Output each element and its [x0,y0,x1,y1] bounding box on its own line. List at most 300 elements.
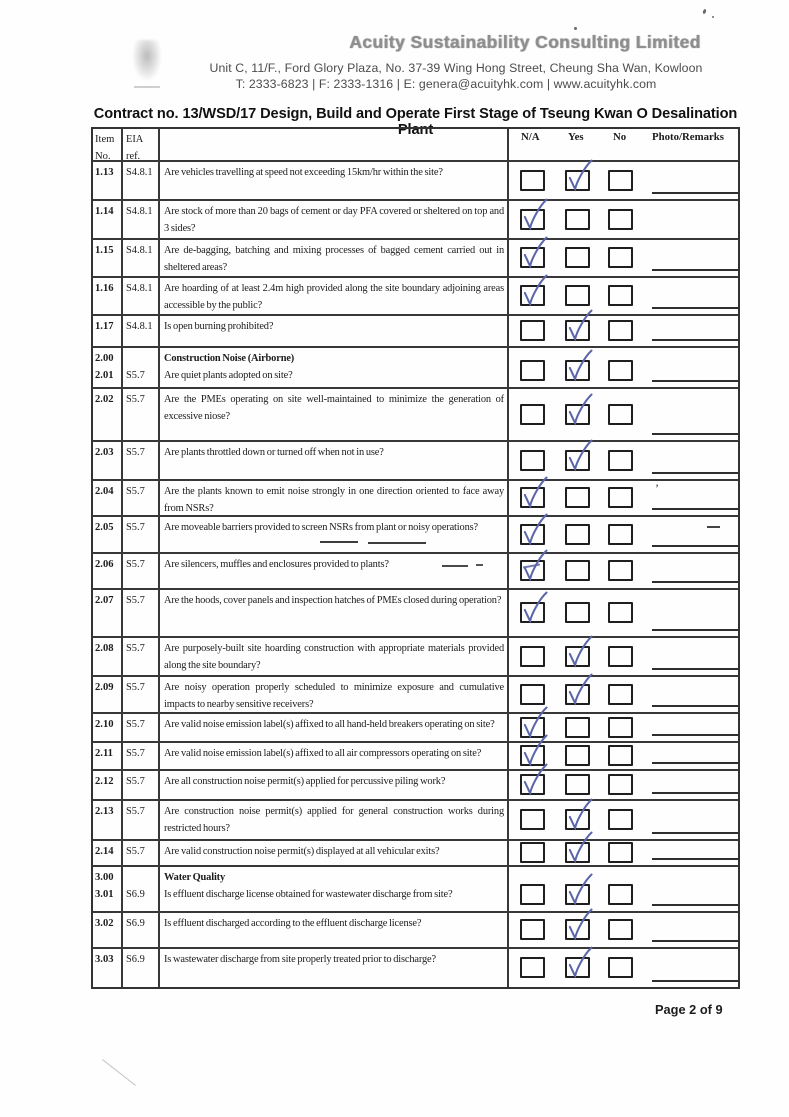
eia-ref-cell [123,590,160,636]
no-checkbox[interactable] [608,560,633,581]
checks-cell [509,841,738,865]
scan-speck [574,27,577,30]
yes-checkbox[interactable] [565,285,590,306]
question-cell [160,949,509,987]
check-mark-icon [520,197,549,233]
checklist-row [93,517,738,554]
question-text: Are the plants known to emit noise strongly in one direction oriented to face away from NSRs? [164,486,504,514]
item-no-cell [93,949,123,987]
eia-ref: S6.9 [126,918,145,929]
question-cell [160,554,509,588]
question-cell [160,743,509,769]
item-number: 2.08 [95,643,114,654]
yes-checkbox[interactable] [565,247,590,268]
eia-ref-cell [123,442,160,479]
item-number: 2.13 [95,806,114,817]
eia-ref: S4.8.1 [126,321,153,332]
eia-ref: S5.7 [126,806,145,817]
no-checkbox[interactable] [608,320,633,341]
checks-cell [509,278,738,314]
no-checkbox[interactable] [608,957,633,978]
item-number: 2.10 [95,719,114,730]
item-no-cell [93,638,123,675]
checklist-row [93,771,738,801]
no-checkbox[interactable] [608,602,633,623]
item-no-cell [93,714,123,741]
checklist-row [93,867,738,913]
question-text: Are silencers, muffles and enclosures provided to plants? [164,559,389,570]
no-checkbox[interactable] [608,717,633,738]
item-no-cell [93,162,123,199]
item-number: 2.05 [95,522,114,533]
remarks-line [652,629,738,631]
yes-checkbox[interactable] [565,884,590,905]
checks-cell [509,590,738,636]
eia-ref-cell [123,677,160,712]
question-cell [160,201,509,238]
pen-mark: ’ [655,481,659,495]
scan-speck [712,16,714,18]
eia-ref-cell [123,638,160,675]
question-cell [160,771,509,799]
item-number: 2.11 [95,748,113,759]
checklist-row [93,638,738,677]
item-no-cell [93,240,123,276]
question-text: Are moveable barriers provided to screen NSRs from plant or noisy operations? [164,522,478,533]
question-cell [160,162,509,199]
check-mark-icon [520,475,549,511]
checks-cell [509,517,738,552]
check-mark-icon [565,348,594,384]
item-number: 2.01 [95,370,114,381]
question-cell [160,590,509,636]
section-title: Construction Noise (Airborne) [164,353,295,364]
checklist-row [93,913,738,949]
eia-ref-header-label: EIA ref. [126,134,143,162]
item-number: 2.06 [95,559,114,570]
yes-checkbox[interactable] [565,646,590,667]
question-cell [160,677,509,712]
item-number: 1.17 [95,321,114,332]
item-no-cell [93,677,123,712]
eia-ref: S4.8.1 [126,245,153,256]
remarks-line [652,792,738,794]
pen-mark [476,564,483,566]
checks-cell [509,162,738,199]
item-no-cell [93,771,123,799]
check-mark-icon [565,830,594,866]
eia-ref: S5.7 [126,748,145,759]
item-number: 2.09 [95,682,114,693]
question-text: Are de-bagging, batching and mixing processes of bagged cement carried out in sheltered areas? [164,245,504,273]
document-title: Contract no. 13/WSD/17 Design, Build and Operate First Stage of Tseung Kwan O Desalination Plant [93,106,738,138]
remarks-line [652,269,738,271]
eia-ref-blank [126,869,157,886]
na-checkbox[interactable] [520,524,545,545]
checklist-row [93,316,738,348]
checks-cell [509,316,738,346]
question-text: Are stock of more than 20 bags of cement or day PFA covered or sheltered on top and 3 sides? [164,206,504,234]
remarks-line [652,508,738,510]
checklist-row [93,743,738,771]
na-checkbox[interactable] [520,809,545,830]
item-number: 2.00 [95,353,114,364]
yes-checkbox[interactable] [565,524,590,545]
item-no-header [93,129,123,160]
check-mark-icon [520,762,549,798]
eia-ref-cell [123,240,160,276]
pen-mark [442,565,468,567]
eia-ref-cell [123,771,160,799]
yes-checkbox[interactable] [565,404,590,425]
item-number: 2.04 [95,486,114,497]
item-no-cell [93,201,123,238]
checklist-table [91,127,740,989]
item-number: 2.07 [95,595,114,606]
checklist-row [93,201,738,240]
checklist-row [93,949,738,987]
item-number: 2.02 [95,394,114,405]
na-checkbox[interactable] [520,957,545,978]
remarks-line [652,307,738,309]
remarks-line [652,734,738,736]
item-no-cell [93,278,123,314]
question-cell [160,867,509,911]
eia-ref: S4.8.1 [126,167,153,178]
no-checkbox[interactable] [608,360,633,381]
na-checkbox[interactable] [520,450,545,471]
check-mark-icon [565,634,594,670]
item-number: 3.02 [95,918,114,929]
item-number: 1.16 [95,283,114,294]
no-checkbox[interactable] [608,524,633,545]
checklist-row [93,278,738,316]
yes-checkbox[interactable] [565,717,590,738]
eia-ref: S5.7 [126,370,145,381]
eia-ref-cell [123,316,160,346]
na-checkbox[interactable] [520,684,545,705]
checks-cell [509,638,738,675]
checks-cell [509,481,738,515]
eia-ref-header [123,129,160,160]
check-mark-icon [565,438,594,474]
question-text: Are purposely-built site hoarding construction with appropriate materials provided along the site boundary? [164,643,504,671]
yes-checkbox[interactable] [565,745,590,766]
eia-ref-cell [123,949,160,987]
checks-cell [509,389,738,440]
check-mark-icon [520,512,549,548]
company-name: Acuity Sustainability Consulting Limited [349,32,701,52]
check-mark-icon [520,273,549,309]
eia-ref: S5.7 [126,394,145,405]
question-header [160,129,509,160]
eia-ref-blank [126,350,157,367]
remarks-line [652,940,738,942]
question-cell [160,801,509,839]
scan-artifact [134,86,160,88]
yes-column-label: Yes [568,131,584,143]
check-mark-icon [520,590,549,626]
yes-checkbox[interactable] [565,602,590,623]
checklist-row [93,389,738,442]
check-mark-icon [565,797,594,833]
check-mark-icon [565,392,594,428]
no-checkbox[interactable] [608,684,633,705]
question-text: Are all construction noise permit(s) applied for percussive piling work? [164,776,446,787]
item-no-cell [93,389,123,440]
item-no-cell [93,348,123,387]
pen-mark [707,526,720,528]
item-no-cell [93,481,123,515]
na-checkbox[interactable] [520,560,545,581]
na-checkbox[interactable] [520,360,545,381]
remarks-line [652,832,738,834]
eia-ref-cell [123,554,160,588]
item-number: 3.03 [95,954,114,965]
item-no-cell [93,590,123,636]
na-checkbox[interactable] [520,209,545,230]
checks-cell [509,554,738,588]
scan-artifact [102,1059,136,1086]
question-cell [160,389,509,440]
na-checkbox[interactable] [520,320,545,341]
item-no-cell [93,442,123,479]
yes-checkbox[interactable] [565,684,590,705]
eia-ref: S5.7 [126,559,145,570]
remarks-line [652,762,738,764]
no-checkbox[interactable] [608,745,633,766]
no-checkbox[interactable] [608,774,633,795]
item-no-cell [93,743,123,769]
remarks-line [652,668,738,670]
eia-ref-cell [123,348,160,387]
yes-checkbox[interactable] [565,919,590,940]
company-address: Unit C, 11/F., Ford Glory Plaza, No. 37-39 Wing Hong Street, Cheung Sha Wan, Kowloon [209,61,703,75]
yes-checkbox[interactable] [565,450,590,471]
yes-checkbox[interactable] [565,170,590,191]
eia-ref: S4.8.1 [126,283,153,294]
question-text: Are the PMEs operating on site well-maintained to minimize the generation of excessive niose? [164,394,504,422]
eia-ref: S6.9 [126,889,145,900]
section-title: Water Quality [164,872,226,883]
no-checkbox[interactable] [608,842,633,863]
eia-ref-cell [123,743,160,769]
item-header-line2: No. [95,151,111,162]
remarks-line [652,858,738,860]
na-checkbox[interactable] [520,404,545,425]
table-header-row [93,129,738,162]
question-text: Are quiet plants adopted on site? [164,370,293,381]
remarks-line [652,545,738,547]
na-checkbox[interactable] [520,247,545,268]
remarks-line [652,472,738,474]
checks-cell [509,771,738,799]
checks-header [509,129,738,160]
remarks-line [652,904,738,906]
page-number: Page 2 of 9 [655,1002,723,1017]
question-text: Is wastewater discharge from site properly treated prior to discharge? [164,954,436,965]
checks-cell [509,801,738,839]
checklist-row [93,162,738,201]
question-cell [160,841,509,865]
checklist-row [93,590,738,638]
remarks-column-label: Photo/Remarks [652,131,724,143]
question-cell [160,517,509,552]
yes-checkbox[interactable] [565,360,590,381]
item-number: 1.14 [95,206,114,217]
na-checkbox[interactable] [520,170,545,191]
question-text: Are hoarding of at least 2.4m high provided along the site boundary adjoining areas accessible by the public? [164,283,504,311]
no-checkbox[interactable] [608,646,633,667]
remarks-line [652,192,738,194]
item-no-cell [93,316,123,346]
check-mark-icon [565,158,594,194]
item-number: 3.01 [95,889,114,900]
question-text: Are valid noise emission label(s) affixed to all hand-held breakers operating on site? [164,719,495,730]
eia-ref-cell [123,913,160,947]
checklist-row [93,348,738,389]
no-checkbox[interactable] [608,170,633,191]
question-text: Are vehicles travelling at speed not exceeding 15km/hr within the site? [164,167,443,178]
remarks-line [652,380,738,382]
eia-ref: S5.7 [126,595,145,606]
na-checkbox[interactable] [520,774,545,795]
na-checkbox[interactable] [520,602,545,623]
yes-checkbox[interactable] [565,560,590,581]
item-no-cell [93,913,123,947]
eia-ref: S4.8.1 [126,206,153,217]
eia-ref-cell [123,201,160,238]
eia-ref: S5.7 [126,682,145,693]
na-checkbox[interactable] [520,919,545,940]
no-checkbox[interactable] [608,809,633,830]
eia-ref-cell [123,714,160,741]
question-text: Is open burning prohibited? [164,321,274,332]
yes-checkbox[interactable] [565,209,590,230]
checklist-row [93,240,738,278]
yes-checkbox[interactable] [565,487,590,508]
question-text: Are valid noise emission label(s) affixed to all air compressors operating on site? [164,748,482,759]
no-checkbox[interactable] [608,209,633,230]
question-cell [160,240,509,276]
pen-mark [320,541,358,543]
question-cell [160,913,509,947]
eia-ref: S5.7 [126,486,145,497]
no-checkbox[interactable] [608,450,633,471]
eia-ref: S5.7 [126,643,145,654]
checks-cell [509,442,738,479]
remarks-line [652,980,738,982]
no-checkbox[interactable] [608,285,633,306]
eia-ref-cell [123,841,160,865]
na-checkbox[interactable] [520,646,545,667]
remarks-line [652,339,738,341]
question-cell [160,481,509,515]
eia-ref: S5.7 [126,846,145,857]
question-text: Are valid construction noise permit(s) displayed at all vehicular exits? [164,846,440,857]
eia-ref-cell [123,278,160,314]
item-number: 2.03 [95,447,114,458]
item-no-cell [93,801,123,839]
no-checkbox[interactable] [608,884,633,905]
question-text: Are construction noise permit(s) applied for general construction works during restricted hours? [164,806,504,834]
eia-ref-cell [123,481,160,515]
checklist-row [93,801,738,841]
question-cell [160,278,509,314]
na-checkbox[interactable] [520,842,545,863]
check-mark-icon [565,945,594,981]
item-number: 3.00 [95,872,114,883]
check-mark-icon [565,872,594,908]
question-cell [160,442,509,479]
eia-ref-cell [123,389,160,440]
checklist-row [93,554,738,590]
item-number: 2.12 [95,776,114,787]
item-no-cell [93,841,123,865]
eia-ref-cell [123,867,160,911]
question-text: Are noisy operation properly scheduled to minimize exposure and cumulative impacts to nearby sensitive receivers? [164,682,504,710]
yes-checkbox[interactable] [565,320,590,341]
checklist-row [93,677,738,714]
scan-speck [702,9,707,15]
remarks-line [652,433,738,435]
item-number: 1.13 [95,167,114,178]
checks-cell [509,348,738,387]
eia-ref: S5.7 [126,447,145,458]
yes-checkbox[interactable] [565,842,590,863]
na-checkbox[interactable] [520,487,545,508]
checklist-row [93,714,738,743]
no-checkbox[interactable] [608,247,633,268]
check-mark-icon [520,235,549,271]
eia-ref-cell [123,517,160,552]
eia-ref: S5.7 [126,522,145,533]
checklist-row [93,841,738,867]
yes-checkbox[interactable] [565,774,590,795]
checks-cell [509,201,738,238]
item-no-cell [93,517,123,552]
question-cell [160,316,509,346]
checks-cell [509,867,738,911]
item-header-line1: Item [95,134,115,145]
item-number: 2.14 [95,846,114,857]
company-logo-smudge [133,40,161,80]
question-text: Are the hoods, cover panels and inspection hatches of PMEs closed during operation? [164,595,502,606]
no-checkbox[interactable] [608,919,633,940]
check-mark-icon [565,907,594,943]
remarks-line [652,581,738,583]
question-cell [160,638,509,675]
na-checkbox[interactable] [520,884,545,905]
eia-ref-cell [123,162,160,199]
question-cell [160,714,509,741]
checklist-table-body [93,162,738,987]
yes-checkbox[interactable] [565,809,590,830]
question-text: Is effluent discharged according to the effluent discharge license? [164,918,422,929]
yes-checkbox[interactable] [565,957,590,978]
item-no-cell [93,867,123,911]
check-mark-icon [565,672,594,708]
question-cell [160,348,509,387]
remarks-line [652,705,738,707]
checks-cell [509,949,738,987]
no-checkbox[interactable] [608,487,633,508]
company-contact: T: 2333-6823 | F: 2333-1316 | E: genera@acuityhk.com | www.acuityhk.com [235,77,657,91]
no-checkbox[interactable] [608,404,633,425]
na-checkbox[interactable] [520,285,545,306]
question-text: Is effluent discharge license obtained for wastewater discharge from site? [164,889,453,900]
check-mark-icon [565,308,594,344]
